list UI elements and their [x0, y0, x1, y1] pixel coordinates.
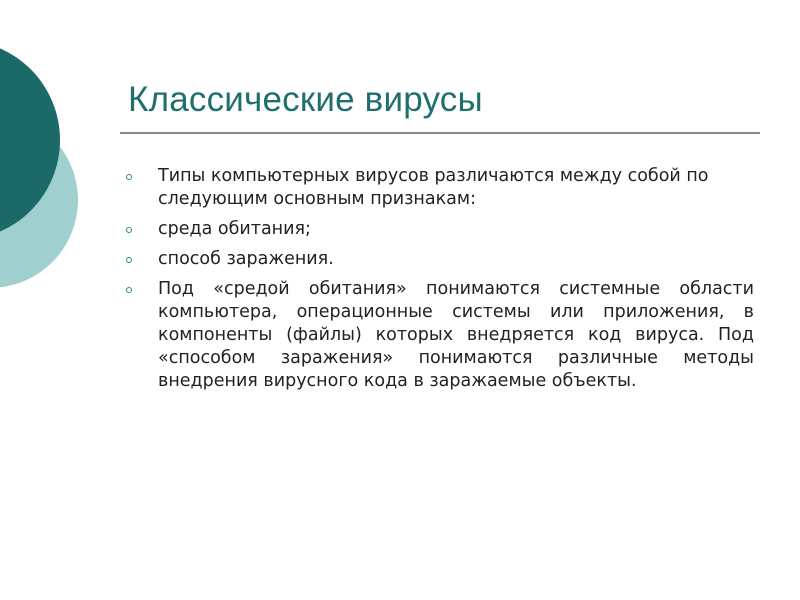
bullet-item	[124, 218, 754, 241]
bullet-text: среда обитания;	[158, 219, 311, 239]
bullet-text: способ заражения.	[158, 249, 334, 269]
bullet-list	[124, 165, 754, 400]
title-divider	[120, 132, 760, 134]
bullet-item	[124, 248, 754, 271]
bullet-text: Под «средой обитания» понимаются системные области компьютера, операционные системы или приложения, в компоненты (файлы) которых внедряется код вируса. Под «способом заражения» понимаются различные методы внедрения вирусного кода в заражаемые объекты.	[158, 279, 754, 391]
decorative-circles	[0, 0, 130, 320]
circle-bullet-icon	[126, 257, 132, 263]
bullet-item	[124, 278, 754, 393]
circle-bullet-icon	[126, 174, 132, 180]
slide-title: Классические вирусы	[128, 80, 483, 119]
bullet-text: Типы компьютерных вирусов различаются между собой по следующим основным признакам:	[158, 166, 709, 209]
circle-bullet-icon	[126, 227, 132, 233]
circle-bullet-icon	[126, 287, 132, 293]
bullet-item	[124, 165, 754, 211]
